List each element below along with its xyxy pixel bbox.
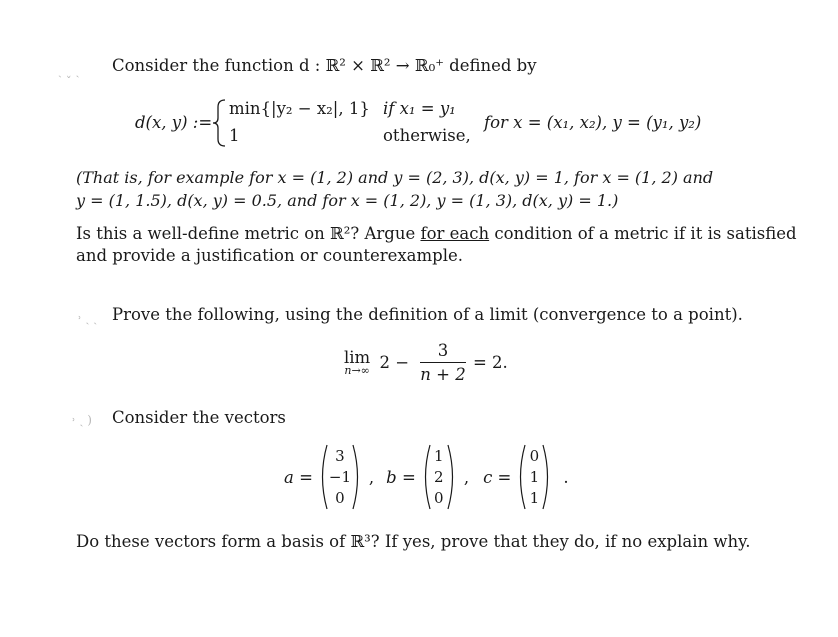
basis-question: Do these vectors form a basis of ℝ³? If yes, prove that they do, if no explain why. xyxy=(76,532,751,551)
example-line-1: (That is, for example for x = (1, 2) and y = (2, 3), d(x, y) = 1, for x = (1, 2) and xyxy=(76,168,714,187)
problem2-number-marker: ˒ ˏ ˎ xyxy=(78,311,98,325)
example-line-2: y = (1, 1.5), d(x, y) = 0.5, and for x = (1, 2), y = (1, 3), d(x, y) = 1.) xyxy=(76,191,619,210)
fraction-denominator: n + 2 xyxy=(420,365,466,384)
vector-c-entry: 1 xyxy=(529,488,540,507)
vector-b-entry: 2 xyxy=(434,467,444,486)
vector-b-entry: 1 xyxy=(434,446,444,465)
limit-result: = 2. xyxy=(472,353,508,372)
separator: , xyxy=(368,467,375,487)
left-brace-icon xyxy=(212,98,228,148)
problem3-number-marker: ˒ ˎ ) xyxy=(72,413,92,427)
right-paren-icon xyxy=(351,443,363,511)
left-paren-icon xyxy=(515,443,527,511)
left-paren-icon xyxy=(420,443,432,511)
case1-value: min{|y₂ − x₂|, 1} xyxy=(229,99,370,118)
vector-a xyxy=(329,446,351,509)
metric-question-part1: Is this a well-define metric on ℝ²? Argue xyxy=(76,224,421,243)
vector-a-entry: −1 xyxy=(328,467,352,486)
metric-question-part2: condition of a metric if it is satisfied xyxy=(489,224,797,243)
separator: , xyxy=(463,467,470,487)
domain-note: for x = (x₁, x₂), y = (y₁, y₂) xyxy=(484,113,702,132)
limit-word: lim xyxy=(344,348,371,367)
problem2-intro: Prove the following, using the definition of a limit (convergence to a point). xyxy=(112,305,743,324)
problem1-number-marker: ˏ ˯ ˏ xyxy=(58,64,80,78)
end-period: . xyxy=(563,467,569,487)
metric-question-line2: and provide a justification or counterexample. xyxy=(76,246,464,265)
problem1-intro: Consider the function d : ℝ² × ℝ² → ℝ₀⁺ defined by xyxy=(112,56,537,75)
vector-c xyxy=(527,446,541,509)
limit-expression xyxy=(344,341,508,384)
vectors-row xyxy=(284,441,569,513)
vector-a-entry: 3 xyxy=(335,446,345,465)
right-paren-icon xyxy=(446,443,458,511)
case2-condition: otherwise, xyxy=(383,126,471,145)
left-paren-icon xyxy=(317,443,329,511)
cases-brace xyxy=(212,98,228,152)
case1-condition: if x₁ = y₁ xyxy=(383,99,456,118)
limit-fraction xyxy=(420,341,465,384)
fraction-numerator: 3 xyxy=(420,341,465,363)
vector-c-entry: 1 xyxy=(529,467,540,486)
vector-b xyxy=(432,446,446,509)
metric-question xyxy=(76,224,797,243)
vector-b-label: b = xyxy=(386,467,416,487)
case2-value: 1 xyxy=(229,126,240,145)
vector-b-entry: 0 xyxy=(434,488,444,507)
vector-c-entry: 0 xyxy=(529,446,540,465)
problem3-intro: Consider the vectors xyxy=(112,408,286,427)
limit-subscript: n→∞ xyxy=(344,364,370,377)
vector-a-label: a = xyxy=(284,467,313,487)
metric-question-underlined: for each xyxy=(420,224,490,243)
definition-lhs: d(x, y) := xyxy=(135,113,213,132)
right-paren-icon xyxy=(541,443,553,511)
vector-c-label: c = xyxy=(483,467,512,487)
vector-a-entry: 0 xyxy=(335,488,345,507)
limit-body: 2 − xyxy=(379,353,410,372)
